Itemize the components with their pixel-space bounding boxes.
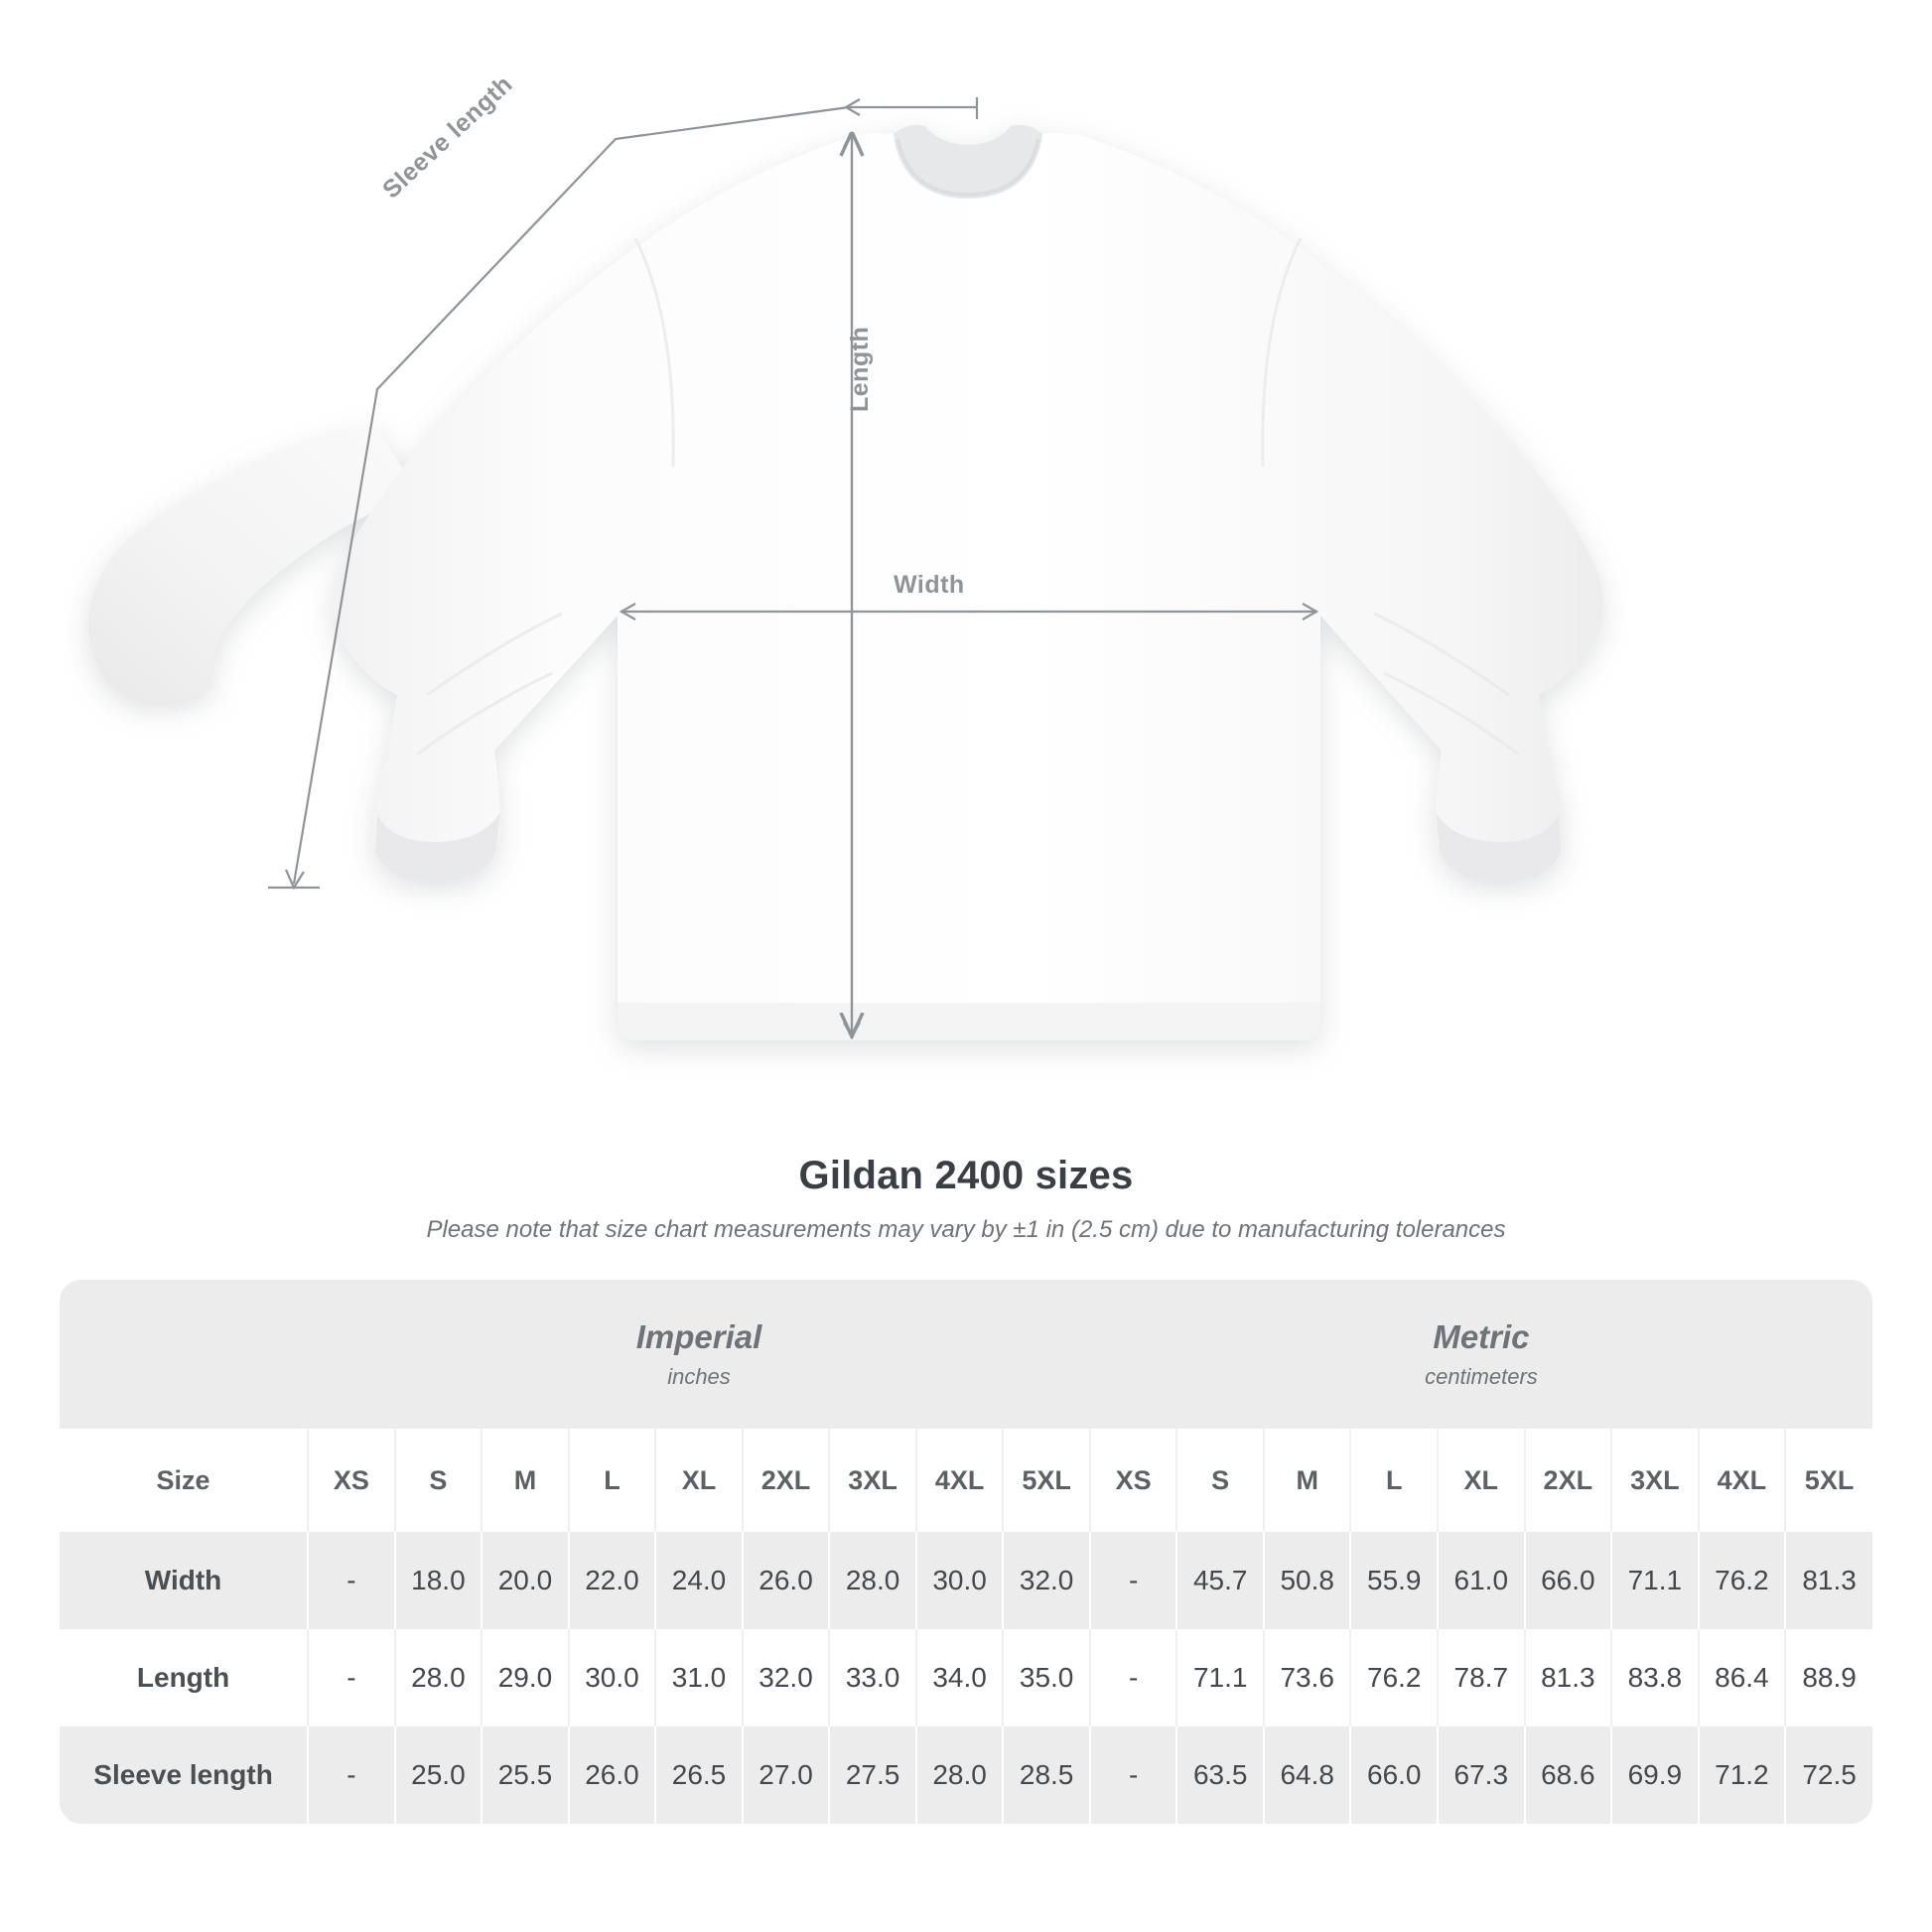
row-label-length: Length: [60, 1629, 308, 1726]
cell-length-metric-xs: -: [1090, 1629, 1177, 1726]
cell-sleeve-imperial-l: 26.0: [569, 1726, 656, 1824]
cell-sleeve-imperial-5xl: 28.5: [1003, 1726, 1090, 1824]
cell-length-metric-xl: 78.7: [1438, 1629, 1525, 1726]
unit-header-row: [60, 1280, 1872, 1429]
cell-width-metric-xl: 61.0: [1438, 1532, 1525, 1629]
cell-length-imperial-s: 28.0: [395, 1629, 483, 1726]
cell-length-imperial-l: 30.0: [569, 1629, 656, 1726]
cell-length-metric-m: 73.6: [1264, 1629, 1351, 1726]
table-corner-cell: [60, 1280, 308, 1429]
col-header-imperial-2xl: 2XL: [743, 1429, 830, 1532]
cell-length-imperial-xl: 31.0: [655, 1629, 743, 1726]
table-row: [60, 1629, 1872, 1726]
col-header-imperial-s: S: [395, 1429, 483, 1532]
cell-sleeve-imperial-m: 25.5: [482, 1726, 569, 1824]
col-header-imperial-l: L: [569, 1429, 656, 1532]
cell-length-metric-2xl: 81.3: [1525, 1629, 1612, 1726]
cell-width-metric-2xl: 66.0: [1525, 1532, 1612, 1629]
cell-width-imperial-xl: 24.0: [655, 1532, 743, 1629]
metric-header-cell: [1090, 1280, 1872, 1429]
imperial-unit: inches: [667, 1364, 731, 1389]
col-header-imperial-m: M: [482, 1429, 569, 1532]
cell-sleeve-imperial-xs: -: [308, 1726, 395, 1824]
col-header-imperial-xs: XS: [308, 1429, 395, 1532]
col-header-metric-3xl: 3XL: [1611, 1429, 1699, 1532]
col-header-metric-m: M: [1264, 1429, 1351, 1532]
cell-sleeve-imperial-s: 25.0: [395, 1726, 483, 1824]
cell-width-metric-3xl: 71.1: [1611, 1532, 1699, 1629]
cell-sleeve-imperial-3xl: 27.5: [829, 1726, 916, 1824]
col-header-metric-2xl: 2XL: [1525, 1429, 1612, 1532]
cell-length-imperial-3xl: 33.0: [829, 1629, 916, 1726]
width-dimension-label: Width: [894, 571, 965, 599]
size-chart-table: [60, 1280, 1872, 1824]
cell-width-imperial-l: 22.0: [569, 1532, 656, 1629]
cell-sleeve-metric-3xl: 69.9: [1611, 1726, 1699, 1824]
sleeve-length-dimension-label: Sleeve length: [377, 69, 518, 205]
cell-sleeve-metric-xl: 67.3: [1438, 1726, 1525, 1824]
length-dimension-label: Length: [846, 326, 874, 412]
col-header-imperial-4xl: 4XL: [916, 1429, 1004, 1532]
metric-unit: centimeters: [1425, 1364, 1538, 1389]
cell-length-metric-4xl: 86.4: [1699, 1629, 1786, 1726]
col-header-imperial-3xl: 3XL: [829, 1429, 916, 1532]
cell-width-imperial-xs: -: [308, 1532, 395, 1629]
cell-length-metric-5xl: 88.9: [1785, 1629, 1872, 1726]
row-label-width: Width: [60, 1532, 308, 1629]
imperial-header-cell: [308, 1280, 1090, 1429]
cell-width-metric-m: 50.8: [1264, 1532, 1351, 1629]
row-label-sleeve-length: Sleeve length: [60, 1726, 308, 1824]
col-header-metric-xl: XL: [1438, 1429, 1525, 1532]
cell-sleeve-metric-2xl: 68.6: [1525, 1726, 1612, 1824]
col-header-metric-xs: XS: [1090, 1429, 1177, 1532]
table-row: [60, 1532, 1872, 1629]
cell-sleeve-metric-5xl: 72.5: [1785, 1726, 1872, 1824]
cell-sleeve-metric-xs: -: [1090, 1726, 1177, 1824]
cell-sleeve-imperial-xl: 26.5: [655, 1726, 743, 1824]
col-header-metric-4xl: 4XL: [1699, 1429, 1786, 1532]
cell-sleeve-metric-s: 63.5: [1176, 1726, 1264, 1824]
cell-width-imperial-2xl: 26.0: [743, 1532, 830, 1629]
cell-width-imperial-3xl: 28.0: [829, 1532, 916, 1629]
cell-width-metric-xs: -: [1090, 1532, 1177, 1629]
size-header-label: Size: [60, 1429, 308, 1532]
cell-length-imperial-5xl: 35.0: [1003, 1629, 1090, 1726]
cell-length-imperial-2xl: 32.0: [743, 1629, 830, 1726]
cell-sleeve-metric-m: 64.8: [1264, 1726, 1351, 1824]
cell-length-imperial-xs: -: [308, 1629, 395, 1726]
col-header-metric-5xl: 5XL: [1785, 1429, 1872, 1532]
cell-length-imperial-m: 29.0: [482, 1629, 569, 1726]
col-header-imperial-5xl: 5XL: [1003, 1429, 1090, 1532]
cell-length-metric-3xl: 83.8: [1611, 1629, 1699, 1726]
cell-width-imperial-5xl: 32.0: [1003, 1532, 1090, 1629]
cell-width-metric-4xl: 76.2: [1699, 1532, 1786, 1629]
cell-width-metric-s: 45.7: [1176, 1532, 1264, 1629]
col-header-metric-l: L: [1350, 1429, 1438, 1532]
table-row: [60, 1726, 1872, 1824]
cell-sleeve-imperial-4xl: 28.0: [916, 1726, 1004, 1824]
cell-length-metric-l: 76.2: [1350, 1629, 1438, 1726]
size-table: [60, 1280, 1872, 1824]
page-subtitle: Please note that size chart measurements may vary by ±1 in (2.5 cm) due to manufacturing tolerances: [426, 1216, 1506, 1243]
col-header-metric-s: S: [1176, 1429, 1264, 1532]
cell-length-imperial-4xl: 34.0: [916, 1629, 1004, 1726]
size-header-row: [60, 1429, 1872, 1532]
imperial-label: Imperial: [635, 1318, 762, 1355]
cell-width-imperial-s: 18.0: [395, 1532, 483, 1629]
cell-width-imperial-4xl: 30.0: [916, 1532, 1004, 1629]
cell-length-metric-s: 71.1: [1176, 1629, 1264, 1726]
col-header-imperial-xl: XL: [655, 1429, 743, 1532]
metric-label: Metric: [1433, 1318, 1530, 1355]
cell-sleeve-metric-4xl: 71.2: [1699, 1726, 1786, 1824]
cell-width-imperial-m: 20.0: [482, 1532, 569, 1629]
cell-sleeve-metric-l: 66.0: [1350, 1726, 1438, 1824]
shirt-body: [88, 125, 1603, 1040]
page-title: Gildan 2400 sizes: [798, 1154, 1134, 1197]
cell-width-metric-5xl: 81.3: [1785, 1532, 1872, 1629]
cell-sleeve-imperial-2xl: 27.0: [743, 1726, 830, 1824]
cell-width-metric-l: 55.9: [1350, 1532, 1438, 1629]
title-block: [0, 1154, 1932, 1244]
